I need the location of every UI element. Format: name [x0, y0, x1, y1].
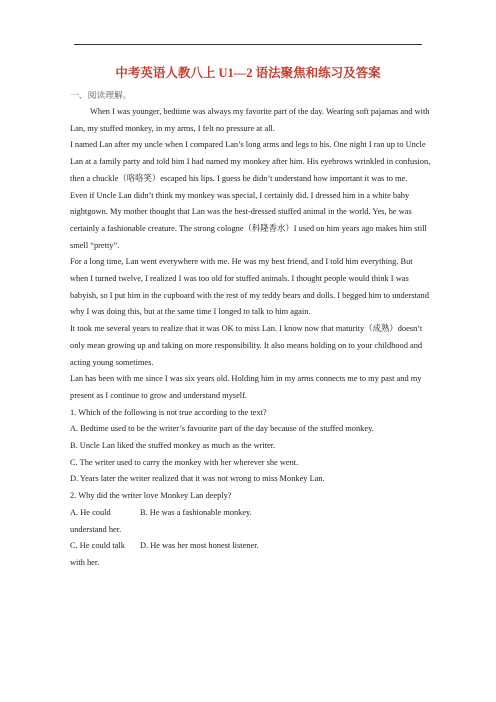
page-title: 中考英语人教八上 U1—2 语法聚焦和练习及答案	[115, 66, 381, 80]
question-2-options-row	[70, 505, 432, 538]
question-1-stem: 1. Which of the following is not true according to the text?	[70, 407, 267, 417]
header-rule	[74, 44, 422, 45]
document-body	[70, 104, 432, 572]
question-1-option-b: B. Uncle Lan liked the stuffed monkey as much as the writer.	[70, 441, 276, 451]
passage-paragraph: Lan has been with me since I was six years old. Holding him in my arms connects me to my past and my present as I continue to grow and understand myself.	[70, 374, 422, 400]
passage-paragraph: I named Lan after my uncle when I compared Lan’s long arms and legs to his. One night I ran up to Uncle Lan at a family party and told him I had named my monkey after him. His eyebrows wrinkled in confusion, then a chuckle（咯咯笑）escaped his lips. I guess he didn’t understand how important it was to me.	[70, 140, 431, 183]
question-1-option-a: A. Bedtime used to be the writer’s favourite part of the day because of the stuffed monkey.	[70, 424, 374, 434]
question-2-option-b: B. He was a fashionable monkey.	[140, 507, 252, 517]
question-2-options-row	[70, 538, 432, 571]
question-2-stem: 2. Why did the writer love Monkey Lan deeply?	[70, 491, 232, 501]
passage-paragraph: When I was younger, bedtime was always my favorite part of the day. Wearing soft pajamas and with Lan, my stuffed monkey, in my arms, I felt no pressure at all.	[70, 107, 430, 133]
section-heading: 一、阅读理解。	[70, 90, 132, 100]
passage-paragraph: Even if Uncle Lan didn’t think my monkey was special, I certainly did. I dressed him in a white baby nightgown. My mother thought that Lan was the best-dressed stuffed animal in the world. Yes, he was certainly a fashionable creature. The strong cologne（科隆香水）I used on him years ago makes him still smell “pretty”.	[70, 190, 427, 250]
question-2-option-d: D. He was her most honest listener.	[140, 541, 259, 551]
passage-paragraph: It took me several years to realize that it was OK to miss Lan. I know now that maturity（成熟）doesn’t only mean growing up and taking on more responsibility. It also means holding on to your childhood and acting young sometimes.	[70, 324, 423, 367]
passage-paragraph: For a long time, Lan went everywhere with me. He was my best friend, and I told him everything. But when I turned twelve, I realized I was too old for stuffed animals. I thought people would think I was babyish, so I put him in the cupboard with the rest of my teddy bears and dolls. I begged him to understand why I was doing this, but at the same time I longed to talk to him again.	[70, 257, 429, 317]
question-1-option-d: D. Years later the writer realized that it was not wrong to miss Monkey Lan.	[70, 474, 325, 484]
question-2-option-a: A. He could understand her.	[70, 507, 122, 534]
question-2-option-c: C. He could talk with her.	[70, 541, 125, 567]
question-1-option-c: C. The writer used to carry the monkey with her wherever she went.	[70, 457, 299, 467]
